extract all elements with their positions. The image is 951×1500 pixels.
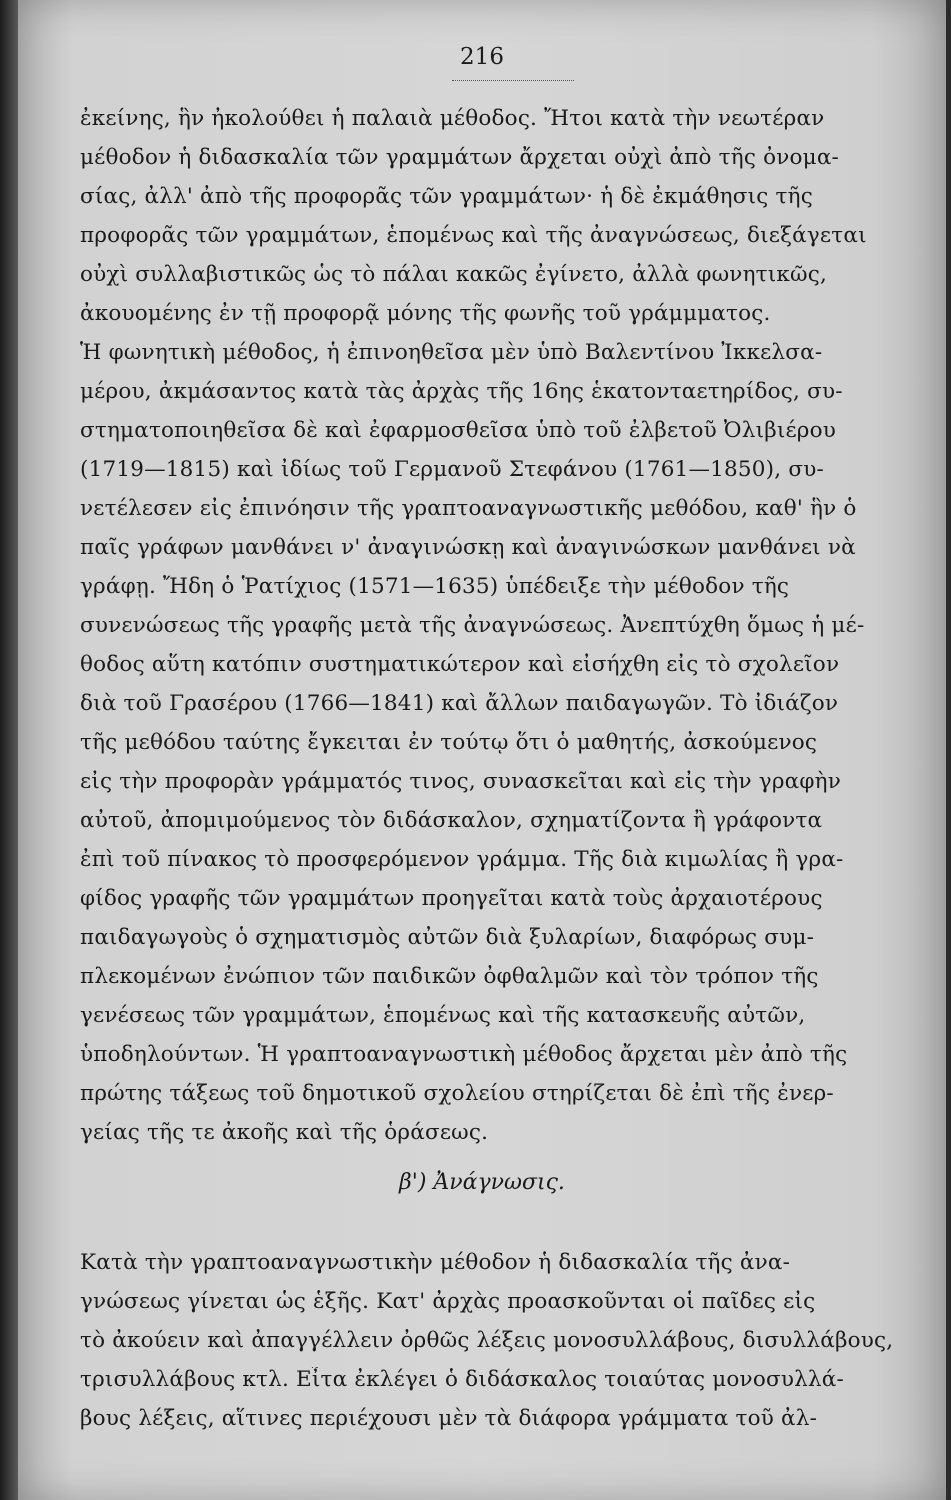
text-line: διὰ τοῦ Γρασέρου (1766—1841) καὶ ἄλλων παιδαγωγῶν. Τὸ ἰδιάζον — [80, 691, 839, 716]
text-line: εἰς τὴν προφορὰν γράμματός τινος, συνασκεῖται καὶ εἰς τὴν γραφὴν — [80, 769, 841, 794]
text-line: σίας, ἀλλ' ἀπὸ τῆς προφορᾶς τῶν γραμμάτων· ἡ δὲ ἐκμάθησις τῆς — [80, 184, 813, 209]
text-line: παιδαγωγοὺς ὁ σχηματισμὸς αὐτῶν διὰ ξυλαρίων, διαφόρως συμ- — [80, 925, 815, 950]
text-line: πρώτης τάξεως τοῦ δημοτικοῦ σχολείου στηρίζεται δὲ ἐπὶ τῆς ἐνερ- — [80, 1081, 834, 1106]
section-heading: β') Ἀνάγνωσις. — [399, 1170, 565, 1195]
text-line: γενέσεως τῶν γραμμάτων, ἑπομένως καὶ τῆς κατασκευῆς αὐτῶν, — [80, 1003, 806, 1028]
binding-edge — [0, 0, 18, 1500]
text-line: μέρου, ἀκμάσαντος κατὰ τὰς ἀρχὰς τῆς 16ης ἑκατονταετηρίδος, συ- — [80, 379, 843, 404]
text-line: θοδος αὕτη κατόπιν συστηματικώτερον καὶ εἰσήχθη εἰς τὸ σχολεῖον — [80, 652, 840, 677]
text-line: γράφῃ. Ἤδη ὁ Ῥατίχιος (1571—1635) ὑπέδειξε τὴν μέθοδον τῆς — [80, 574, 790, 599]
text-line: ἐκείνης, ἣν ἠκολούθει ἡ παλαιὰ μέθοδος. Ἤτοι κατὰ τὴν νεωτέραν — [80, 106, 825, 131]
text-line: στηματοποιηθεῖσα δὲ καὶ ἐφαρμοσθεῖσα ὑπὸ τοῦ ἐλβετοῦ Ὀλιβιέρου — [80, 418, 837, 443]
text-line: τὸ ἀκούειν καὶ ἀπαγγέλλειν ὀρθῶς λέξεις μονοσυλλάβους, δισυλλάβους, — [80, 1328, 894, 1353]
text-line: γείας τῆς τε ἀκοῆς καὶ τῆς ὁράσεως. — [80, 1120, 489, 1145]
text-line: οὐχὶ συλλαβιστικῶς ὡς τὸ πάλαι κακῶς ἐγίνετο, ἀλλὰ φωνητικῶς, — [80, 262, 828, 287]
text-line: Κατὰ τὴν γραπτοαναγνωστικὴν μέθοδον ἡ διδασκαλία τῆς ἀνα- — [80, 1250, 791, 1275]
text-line: φίδος γραφῆς τῶν γραμμάτων προηγεῖται κατὰ τοὺς ἀρχαιοτέρους — [80, 886, 823, 911]
text-line: βους λέξεις, αἵτινες περιέχουσι μὲν τὰ διάφορα γράμματα τοῦ ἀλ- — [80, 1406, 818, 1431]
text-line: ὑποδηλούντων. Ἡ γραπτοαναγνωστικὴ μέθοδος ἄρχεται μὲν ἀπὸ τῆς — [80, 1042, 848, 1067]
text-line: παῖς γράφων μανθάνει ν' ἀναγινώσκῃ καὶ ἀναγινώσκων μανθάνει νὰ — [80, 535, 856, 560]
text-line: τῆς μεθόδου ταύτης ἔγκειται ἐν τούτῳ ὅτι ὁ μαθητής, ἀσκούμενος — [80, 730, 818, 755]
text-line: συνενώσεως τῆς γραφῆς μετὰ τῆς ἀναγνώσεως. Ἀνεπτύχθη ὅμως ἡ μέ- — [80, 613, 865, 638]
header-rule — [452, 80, 574, 81]
page-number: 216 — [460, 44, 504, 70]
book-page — [18, 0, 946, 1500]
text-line: αὐτοῦ, ἀπομιμούμενος τὸν διδάσκαλον, σχηματίζοντα ἢ γράφοντα — [80, 808, 823, 833]
text-line: ἐπὶ τοῦ πίνακος τὸ προσφερόμενον γράμμα. Τῆς διὰ κιμωλίας ἢ γρα- — [80, 847, 844, 872]
text-line: πλεκομένων ἐνώπιον τῶν παιδικῶν ὀφθαλμῶν καὶ τὸν τρόπον τῆς — [80, 964, 819, 989]
text-line: (1719—1815) καὶ ἰδίως τοῦ Γερμανοῦ Στεφάνου (1761—1850), συ- — [80, 457, 824, 482]
text-line: τρισυλλάβους κτλ. Εἶτα ἐκλέγει ὁ διδάσκαλος τοιαύτας μονοσυλλά- — [80, 1367, 844, 1392]
text-line: προφορᾶς τῶν γραμμάτων, ἑπομένως καὶ τῆς ἀναγνώσεως, διεξάγεται — [80, 223, 867, 248]
text-line: μέθοδον ἡ διδασκαλία τῶν γραμμάτων ἄρχεται οὐχὶ ἀπὸ τῆς ὀνομα- — [80, 145, 840, 170]
text-line: νετέλεσεν εἰς ἐπινόησιν τῆς γραπτοαναγνωστικῆς μεθόδου, καθ' ἣν ὁ — [80, 496, 857, 521]
text-line: γνώσεως γίνεται ὡς ἑξῆς. Κατ' ἀρχὰς προασκοῦνται οἱ παῖδες εἰς — [80, 1289, 816, 1314]
text-line: Ἡ φωνητικὴ μέθοδος, ἡ ἐπινοηθεῖσα μὲν ὑπὸ Βαλεντίνου Ἰκκελσα- — [80, 340, 823, 365]
text-line: ἀκουομένης ἐν τῇ προφορᾷ μόνης τῆς φωνῆς τοῦ γράμμματος. — [80, 301, 771, 326]
